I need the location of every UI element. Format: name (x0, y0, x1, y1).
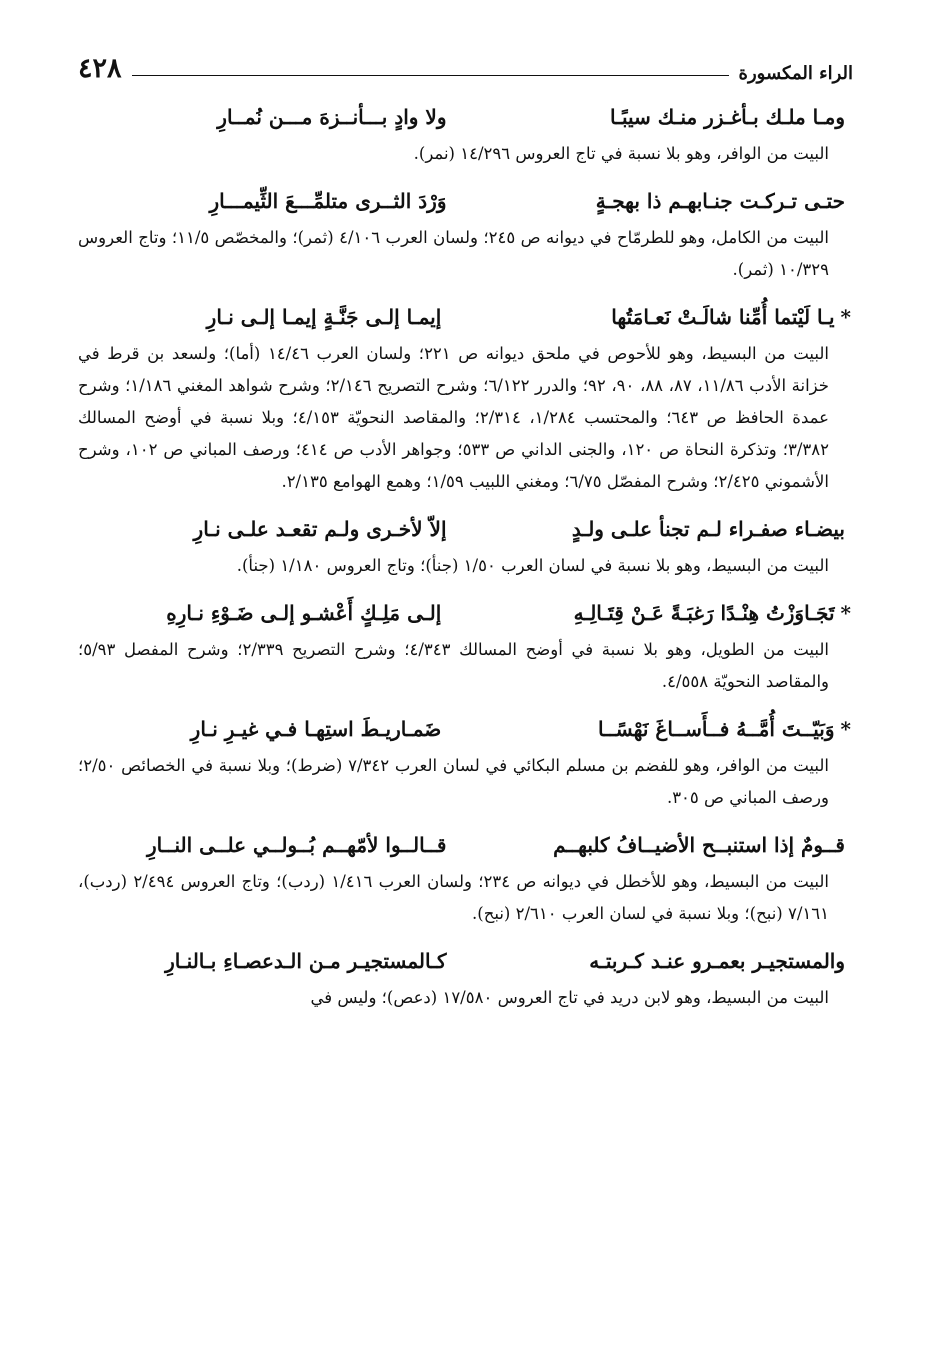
verse-line (78, 508, 851, 550)
verse-line (78, 96, 851, 138)
first-hemistich: تَجَـاوَزْتُ هِنْـدًا رَغبَـةً عَـنْ قِتَـالِـهِ (573, 601, 835, 625)
first-hemistich: حتـى تـركـت جنـابهـم ذا بهجـةٍ (595, 189, 845, 213)
second-hemistich: إلـى مَلِـكٍ أَعْشـو إلـى ضَـوْءِ نـارِهِ (166, 601, 442, 625)
verse-entry (78, 96, 851, 170)
verse-entry (78, 592, 851, 698)
verse-line (78, 708, 851, 750)
header-rule (132, 75, 729, 76)
star-marker: * (840, 717, 851, 741)
verse-note: البيت من الطويل، وهو بلا نسبة في أوضح المسالك ٤/٣٤٣؛ وشرح التصريح ٢/٣٣٩؛ وشرح المفصل ٥/٩٣؛ والمقاصد النحويّة ٤/٥٥٨. (78, 640, 829, 691)
star-marker: * (840, 601, 851, 625)
first-hemistich: والمستجيـر بعمـرو عنـد كـربتـه (589, 949, 845, 973)
verse-line (78, 296, 851, 338)
first-hemistich: بيضـاء صفـراء لـم تجنأ علـى ولـدٍ (571, 517, 845, 541)
page-header (78, 48, 853, 84)
verse-entry (78, 708, 851, 814)
page-content (78, 96, 851, 1024)
verse-note: البيت من البسيط، وهو لابن دريد في تاج العروس ١٧/٥٨٠ (دعص)؛ وليس في (310, 988, 829, 1007)
verse-line (78, 940, 851, 982)
verse-entry (78, 940, 851, 1014)
page-number: ٤٢٨ (78, 53, 122, 84)
second-hemistich: وَرْدَ الثــرى متلمِّـــعَ الثِّيمـــارِ (209, 189, 447, 213)
second-hemistich: إيمـا إلـى جَنَّـةٍ إيمـا إلـى نـارِ (206, 305, 442, 329)
second-hemistich: ضَمـاريـطَ استِهـا فـي غيـرِ نـارِ (190, 717, 442, 741)
verse-line (78, 592, 851, 634)
verse-entry (78, 508, 851, 582)
second-hemistich: كـالمستجيـر مـن الـدعصـاءِ بـالنـارِ (165, 949, 447, 973)
verse-entry (78, 180, 851, 286)
running-title: الراء المكسورة (738, 63, 853, 84)
verse-line (78, 824, 851, 866)
first-hemistich: ومـا ملـك بـأغـزر منـك سيبًـا (610, 105, 845, 129)
verse-note: البيت من الكامل، وهو للطرمّاح في ديوانه ص ٢٤٥؛ ولسان العرب ٤/١٠٦ (ثمر)؛ والمخصّص ١١/٥؛ وتاج العروس ١٠/٣٢٩ (ثمر). (78, 228, 829, 279)
verse-note: البيت من الوافر، وهو للفضم بن مسلم البكائي في لسان العرب ٧/٣٤٢ (ضرط)؛ وبلا نسبة في الخصائص ٢/٥٠؛ ورصف المباني ص ٣٠٥. (78, 756, 829, 807)
second-hemistich: ولا وادٍ بـــأنــزهَ مـــن نُمــارِ (217, 105, 447, 129)
verse-entry (78, 824, 851, 930)
verse-note: البيت من البسيط، وهو للأحوص في ملحق ديوانه ص ٢٢١؛ ولسان العرب ١٤/٤٦ (أما)؛ ولسعد بن قرط في خزانة الأدب ١١/٨٦، ٨٧، ٨٨، ٩٠، ٩٢؛ والدرر ٦/١٢٢؛ وشرح التصريح ٢/١٤٦؛ وشرح شواهد المغني ١/١٨٦؛ وشرح عمدة الحافظ ص ٦٤٣؛ والمحتسب ١/٢٨٤، ٢/٣١٤؛ والمقاصد النحويّة ٤/١٥٣؛ وبلا نسبة في أوضح المسالك ٣/٣٨٢؛ وتذكرة النحاة ص ١٢٠، والجنى الداني ص ٥٣٣؛ وجواهر الأدب ص ٤١٤؛ ورصف المباني ص ١٠٢، وشرح الأشموني ٢/٤٢٥؛ وشرح المفصّل ٦/٧٥؛ ومغني اللبيب ١/٥٩؛ وهمع الهوامع ٢/١٣٥. (78, 344, 830, 491)
second-hemistich: قــالــوا لأمّهــم بُــولــي علــى النــارِ (147, 833, 447, 857)
star-marker: * (840, 305, 851, 329)
verse-line (78, 180, 851, 222)
verse-note: البيت من البسيط، وهو بلا نسبة في لسان العرب ١/٥٠ (جنأ)؛ وتاج العروس ١/١٨٠ (جنأ). (236, 556, 829, 575)
second-hemistich: إلاّ لأخـرى ولـم تقعـد علـى نـارِ (193, 517, 447, 541)
verse-entry (78, 296, 851, 498)
first-hemistich: يـا لَيْتما أُمِّنا شالَـتْ نَعـامَتُها (611, 305, 835, 329)
first-hemistich: قــومٌ إذا استنبــح الأضيــافُ كلبهــم (553, 833, 845, 857)
verse-note: البيت من الوافر، وهو بلا نسبة في تاج العروس ١٤/٢٩٦ (نمر). (413, 144, 829, 163)
verse-note: البيت من البسيط، وهو للأخطل في ديوانه ص ٢٣٤؛ ولسان العرب ١/٤١٦ (ردب)؛ وتاج العروس ٢/٤٩٤ (ردب)، ٧/١٦١ (نبح)؛ وبلا نسبة في لسان العرب ٢/٦١٠ (نبح). (78, 872, 829, 923)
first-hemistich: وَبَيّــتَ أُمَّــهُ فــأَســاغَ نَهْسًــا (597, 717, 835, 741)
